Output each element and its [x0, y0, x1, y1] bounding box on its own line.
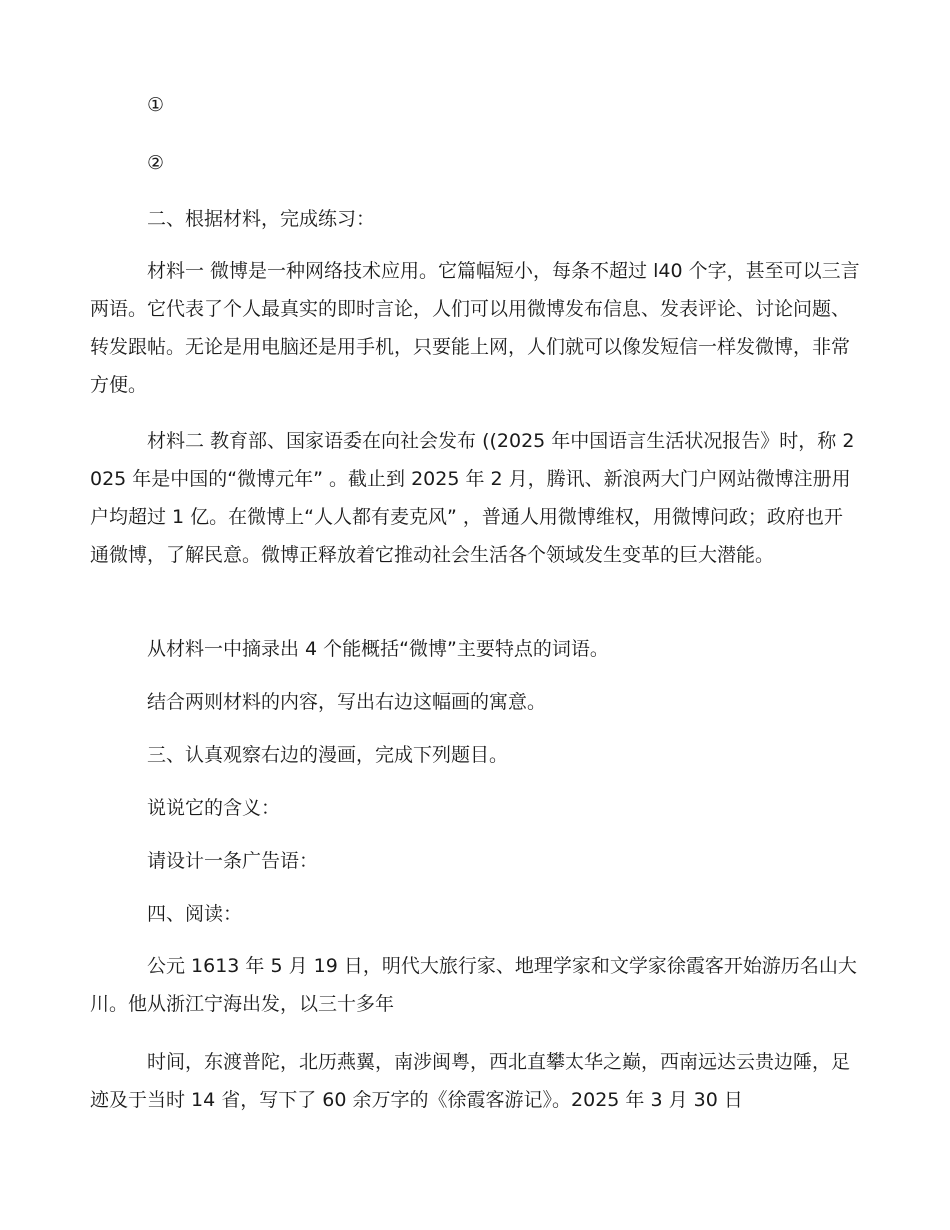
material-1-paragraph: 材料一 微博是一种网络技术应用。它篇幅短小，每条不超过 l40 个字，甚至可以三言两语。它代表了个人最真实的即时言论，人们可以用微博发布信息、发表评论、讨论问题、转发跟帖。无论是用电脑还是用手机，只要能上网，人们就可以像发短信一样发微博，非常方便。: [90, 260, 860, 396]
circled-item-2: ②: [147, 152, 165, 174]
material-2-paragraph: 材料二 教育部、国家语委在向社会发布 ((2025 年中国语言生活状况报告》时，称 2025 年是中国的“微博元年” 。截止到 2025 年 2 月，腾讯、新浪两大门户网站微博注册用户均超过 1 亿。在微博上“人人都有麦克风” ，普通人用微博维权，用微博问政；政府也开通微博，了解民意。微博正释放着它推动社会生活各个领域发生变革的巨大潜能。: [90, 430, 855, 566]
section-2-heading: 二、根据材料，完成练习：: [147, 208, 376, 230]
reading-paragraph-1: 公元 1613 年 5 月 19 日，明代大旅行家、地理学家和文学家徐霞客开始游历名山大川。他从浙江宁海出发，以三十多年: [90, 955, 857, 1015]
question-4: 请设计一条广告语：: [147, 850, 319, 872]
section-3-heading: 三、认真观察右边的漫画，完成下列题目。: [147, 744, 509, 766]
question-2: 结合两则材料的内容，写出右边这幅画的寓意。: [147, 691, 547, 713]
question-3: 说说它的含义：: [147, 797, 281, 819]
reading-paragraph-2: 时间，东渡普陀，北历燕翼，南涉闽粤，西北直攀太华之巅，西南远达云贵边陲，足迹及于当时 14 省，写下了 60 余万字的《徐霞客游记》。2025 年 3 月 30 日: [90, 1051, 851, 1111]
section-4-heading: 四、阅读：: [147, 903, 243, 925]
circled-item-1: ①: [147, 94, 165, 116]
question-1: 从材料一中摘录出 4 个能概括“微博”主要特点的词语。: [147, 638, 609, 660]
